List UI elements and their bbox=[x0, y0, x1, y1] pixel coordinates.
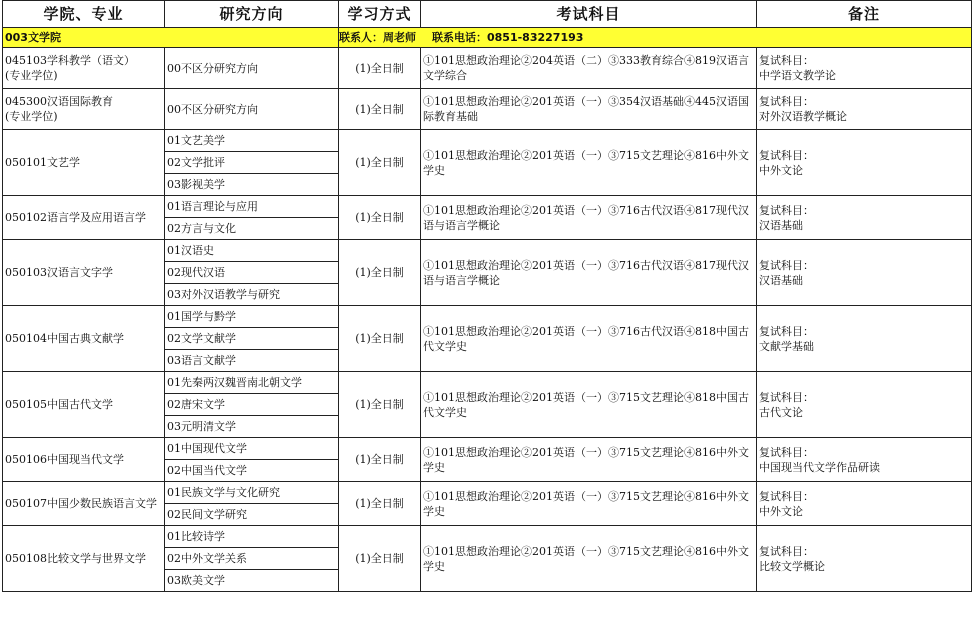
header-row bbox=[3, 1, 972, 28]
study-mode: (1)全日制 bbox=[339, 130, 421, 196]
research-direction: 00不区分研究方向 bbox=[165, 48, 339, 89]
study-mode: (1)全日制 bbox=[339, 526, 421, 592]
research-direction: 00不区分研究方向 bbox=[165, 89, 339, 130]
research-direction: 01先秦两汉魏晋南北朝文学 bbox=[165, 372, 339, 394]
remarks: 复试科目： 汉语基础 bbox=[757, 196, 972, 240]
college-row bbox=[3, 28, 972, 48]
remarks: 复试科目： 文献学基础 bbox=[757, 306, 972, 372]
research-direction: 01比较诗学 bbox=[165, 526, 339, 548]
table-row bbox=[3, 196, 972, 218]
research-direction: 03影视美学 bbox=[165, 174, 339, 196]
remarks: 复试科目： 汉语基础 bbox=[757, 240, 972, 306]
exam-subjects: ①101思想政治理论②204英语（二）③333教育综合④819汉语言文学综合 bbox=[421, 48, 757, 89]
remarks: 复试科目： 中外文论 bbox=[757, 130, 972, 196]
study-mode: (1)全日制 bbox=[339, 306, 421, 372]
major-name: 050104中国古典文献学 bbox=[3, 306, 165, 372]
admissions-table bbox=[2, 0, 972, 592]
table-row bbox=[3, 438, 972, 460]
exam-subjects: ①101思想政治理论②201英语（一）③716古代汉语④817现代汉语与语言学概论 bbox=[421, 196, 757, 240]
research-direction: 01汉语史 bbox=[165, 240, 339, 262]
header-mode: 学习方式 bbox=[339, 1, 421, 28]
study-mode: (1)全日制 bbox=[339, 372, 421, 438]
research-direction: 03欧美文学 bbox=[165, 570, 339, 592]
college-name: 003文学院 bbox=[3, 28, 339, 48]
exam-subjects: ①101思想政治理论②201英语（一）③715文艺理论④818中国古代文学史 bbox=[421, 372, 757, 438]
exam-subjects: ①101思想政治理论②201英语（一）③716古代汉语④818中国古代文学史 bbox=[421, 306, 757, 372]
major-name: 045103学科教学（语文） (专业学位) bbox=[3, 48, 165, 89]
exam-subjects: ①101思想政治理论②201英语（一）③715文艺理论④816中外文学史 bbox=[421, 526, 757, 592]
table-row bbox=[3, 240, 972, 262]
table-row bbox=[3, 526, 972, 548]
college-contact bbox=[339, 28, 972, 48]
major-name: 050106中国现当代文学 bbox=[3, 438, 165, 482]
major-name: 050105中国古代文学 bbox=[3, 372, 165, 438]
exam-subjects: ①101思想政治理论②201英语（一）③716古代汉语④817现代汉语与语言学概论 bbox=[421, 240, 757, 306]
remarks: 复试科目： 对外汉语教学概论 bbox=[757, 89, 972, 130]
research-direction: 02文学批评 bbox=[165, 152, 339, 174]
research-direction: 01民族文学与文化研究 bbox=[165, 482, 339, 504]
research-direction: 02方言与文化 bbox=[165, 218, 339, 240]
table-row bbox=[3, 482, 972, 504]
table-row bbox=[3, 130, 972, 152]
research-direction: 02民间文学研究 bbox=[165, 504, 339, 526]
study-mode: (1)全日制 bbox=[339, 482, 421, 526]
major-name: 050101文艺学 bbox=[3, 130, 165, 196]
header-note: 备注 bbox=[757, 1, 972, 28]
major-name: 050108比较文学与世界文学 bbox=[3, 526, 165, 592]
remarks: 复试科目： 中外文论 bbox=[757, 482, 972, 526]
study-mode: (1)全日制 bbox=[339, 438, 421, 482]
study-mode: (1)全日制 bbox=[339, 48, 421, 89]
exam-subjects: ①101思想政治理论②201英语（一）③354汉语基础④445汉语国际教育基础 bbox=[421, 89, 757, 130]
major-name: 045300汉语国际教育 (专业学位) bbox=[3, 89, 165, 130]
research-direction: 01国学与黔学 bbox=[165, 306, 339, 328]
research-direction: 02现代汉语 bbox=[165, 262, 339, 284]
research-direction: 01文艺美学 bbox=[165, 130, 339, 152]
table-row bbox=[3, 48, 972, 89]
remarks: 复试科目： 中学语文教学论 bbox=[757, 48, 972, 89]
contact-person: 联系人：周老师 bbox=[339, 31, 416, 44]
research-direction: 02中国当代文学 bbox=[165, 460, 339, 482]
remarks: 复试科目： 比较文学概论 bbox=[757, 526, 972, 592]
table-row bbox=[3, 372, 972, 394]
research-direction: 02中外文学关系 bbox=[165, 548, 339, 570]
header-major: 学院、专业 bbox=[3, 1, 165, 28]
header-subjects: 考试科目 bbox=[421, 1, 757, 28]
exam-subjects: ①101思想政治理论②201英语（一）③715文艺理论④816中外文学史 bbox=[421, 482, 757, 526]
study-mode: (1)全日制 bbox=[339, 196, 421, 240]
research-direction: 03语言文献学 bbox=[165, 350, 339, 372]
major-name: 050107中国少数民族语言文学 bbox=[3, 482, 165, 526]
exam-subjects: ①101思想政治理论②201英语（一）③715文艺理论④816中外文学史 bbox=[421, 438, 757, 482]
study-mode: (1)全日制 bbox=[339, 240, 421, 306]
research-direction: 02文学文献学 bbox=[165, 328, 339, 350]
major-name: 050102语言学及应用语言学 bbox=[3, 196, 165, 240]
table-row bbox=[3, 306, 972, 328]
exam-subjects: ①101思想政治理论②201英语（一）③715文艺理论④816中外文学史 bbox=[421, 130, 757, 196]
study-mode: (1)全日制 bbox=[339, 89, 421, 130]
research-direction: 01语言理论与应用 bbox=[165, 196, 339, 218]
research-direction: 02唐宋文学 bbox=[165, 394, 339, 416]
major-name: 050103汉语言文字学 bbox=[3, 240, 165, 306]
remarks: 复试科目： 中国现当代文学作品研读 bbox=[757, 438, 972, 482]
research-direction: 03对外汉语教学与研究 bbox=[165, 284, 339, 306]
table-row bbox=[3, 89, 972, 130]
research-direction: 01中国现代文学 bbox=[165, 438, 339, 460]
header-direction: 研究方向 bbox=[165, 1, 339, 28]
remarks: 复试科目： 古代文论 bbox=[757, 372, 972, 438]
table-body bbox=[3, 28, 972, 592]
research-direction: 03元明清文学 bbox=[165, 416, 339, 438]
contact-phone: 联系电话：0851-83227193 bbox=[432, 31, 584, 44]
